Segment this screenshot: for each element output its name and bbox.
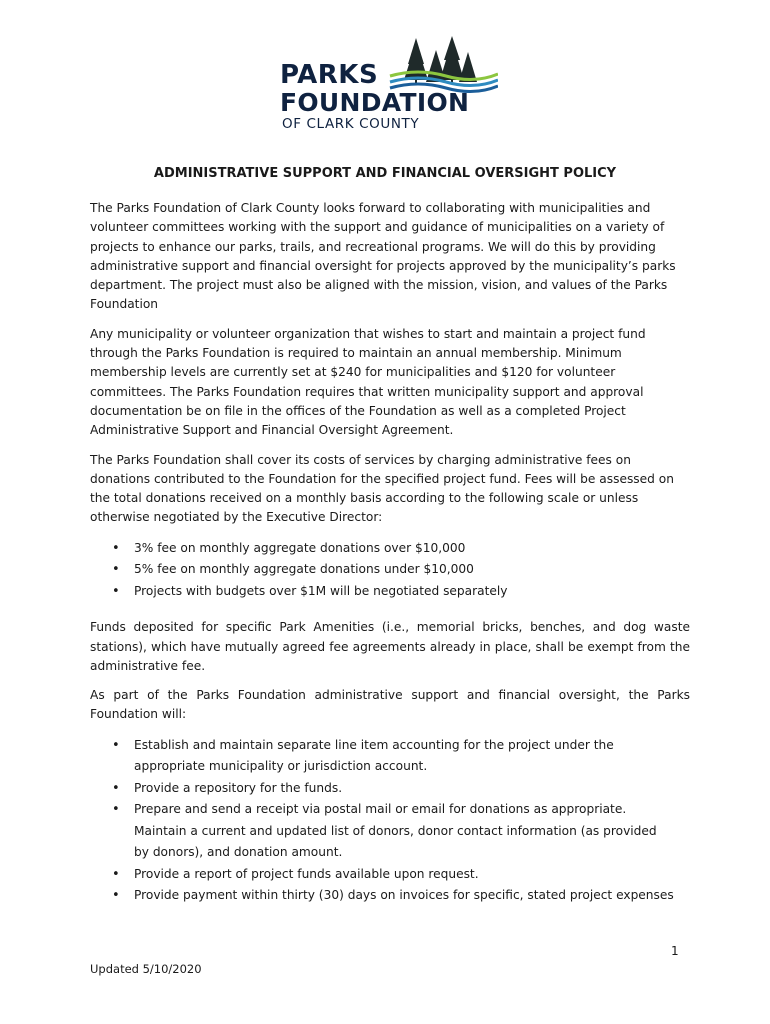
page-title: ADMINISTRATIVE SUPPORT AND FINANCIAL OVERSIGHT POLICY [153,166,617,181]
list-item: • 3% fee on monthly aggregate donations over $10,000 [134,538,690,560]
page-number: 1 [671,944,679,958]
logo-line-parks: PARKS [280,60,379,90]
updated-date: Updated 5/10/2020 [90,962,202,976]
list-item: • Projects with budgets over $1M will be negotiated separately [134,581,690,603]
logo-line-foundation: FOUNDATION [280,88,470,117]
list-item: • Provide a repository for the funds. [134,778,674,800]
list-item: • Provide payment within thirty (30) days on invoices for specific, stated project expenses [134,885,694,907]
paragraph-fees: The Parks Foundation shall cover its costs of services by charging administrative fees on donations contributed to the Foundation for the specified project fund. Fees will be assessed on the total donations received on a monthly basis according to the following scale or unless otherwise negotiated by the Executive Director: [90,452,674,525]
logo-line-county: OF CLARK COUNTY [282,116,420,132]
list-item: • Establish and maintain separate line item accounting for the project under the appropriate municipality or jurisdiction account. [134,735,674,778]
services-list [90,735,674,907]
list-item: • Prepare and send a receipt via postal mail or email for donations as appropriate. Maintain a current and updated list of donors, donor contact information (as provided by donors), and donation amount. [134,799,674,864]
paragraph-membership: Any municipality or volunteer organization that wishes to start and maintain a project fund through the Parks Foundation is required to maintain an annual membership. Minimum membership levels are currently set at $240 for municipalities and $120 for volunteer committees. The Parks Foundation requires that written municipality support and approval documentation be on file in the offices of the Foundation as well as a completed Project Administrative Support and Financial Oversight Agreement. [90,326,646,438]
list-item: • Provide a report of project funds available upon request. [134,864,674,886]
list-item: • 5% fee on monthly aggregate donations under $10,000 [134,559,690,581]
paragraph-intro: The Parks Foundation of Clark County looks forward to collaborating with municipalities and volunteer committees working with the support and guidance of municipalities on a variety of projects to enhance our parks, trails, and recreational programs. We will do this by providing administrative support and financial oversight for projects approved by the municipality’s parks department. The project must also be aligned with the mission, vision, and values of the Parks Foundation [90,201,676,312]
paragraph-oversight: As part of the Parks Foundation administrative support and financial oversight, the Parks Foundation will: [90,688,690,722]
paragraph-amenities: Funds deposited for specific Park Amenities (i.e., memorial bricks, benches, and dog waste stations), which have mutually agreed fee agreements already in place, shall be exempt from the administrative fee. [90,620,690,673]
document-body [90,199,690,923]
parks-foundation-logo [270,36,500,136]
fee-list [90,538,690,603]
